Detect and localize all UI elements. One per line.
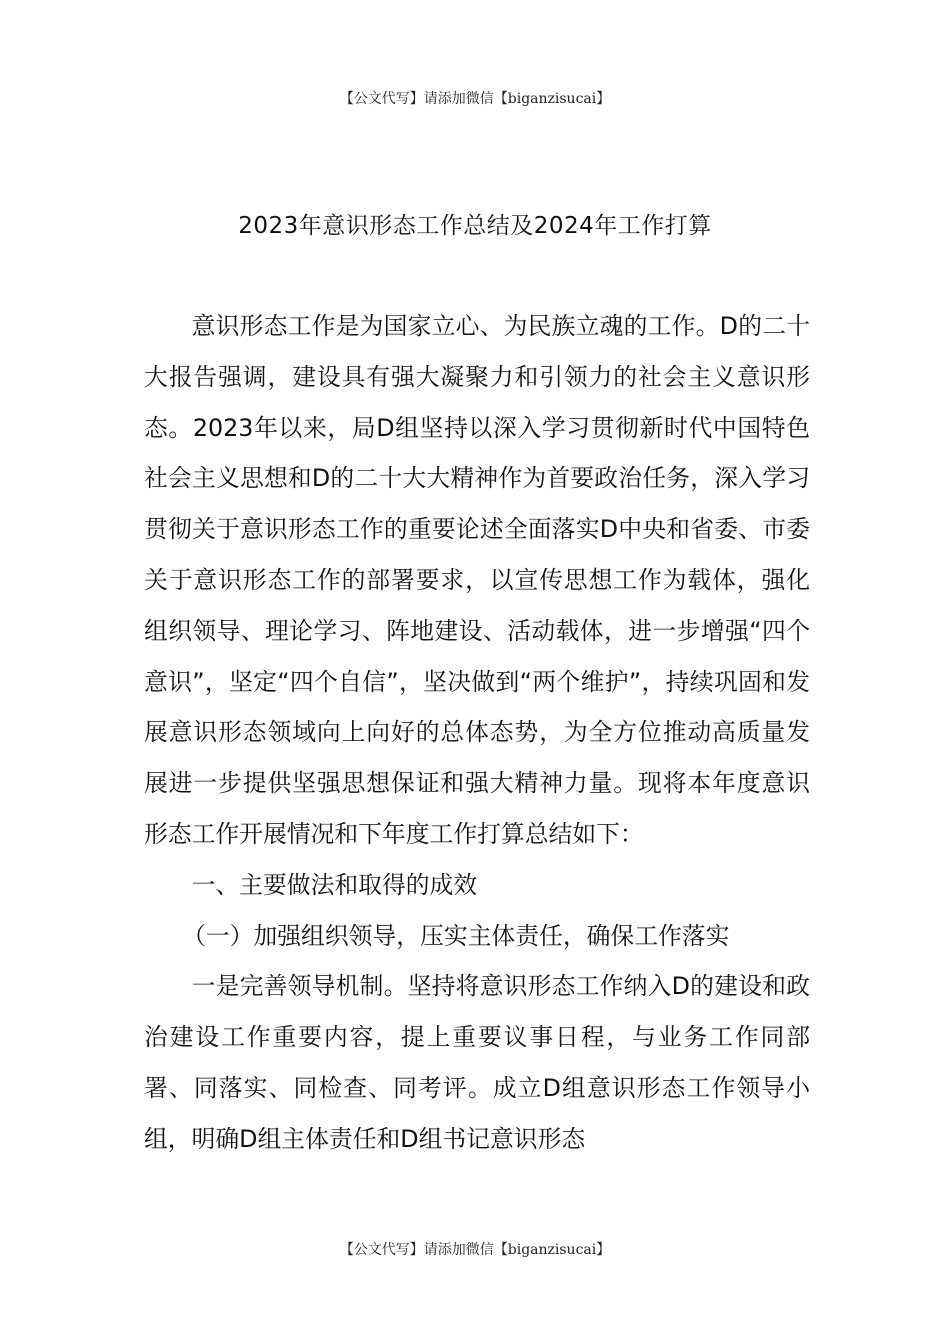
body-paragraph: 一是完善领导机制。坚持将意识形态工作纳入D的建设和政治建设工作重要内容，提上重要议事日程，与业务工作同部署、同落实、同检查、同考评。成立D组意识形态工作领导小组，明确D组主体责任和D组书记意识形态 [144,972,810,1153]
page-footer: 【公文代写】请添加微信【biganzisucai】 [339,1242,611,1258]
document-body [144,301,810,1165]
subsection-heading: （一）加强组织领导，压实主体责任，确保工作落实 [182,921,730,950]
section-heading: 一、主要做法和取得的成效 [191,870,478,899]
document-title: 2023年意识形态工作总结及2024年工作打算 [238,213,712,239]
page-header: 【公文代写】请添加微信【biganzisucai】 [339,91,611,107]
intro-paragraph: 意识形态工作是为国家立心、为民族立魂的工作。D的二十大报告强调，建设具有强大凝聚力和引领力的社会主义意识形态。2023年以来，局D组坚持以深入学习贯彻新时代中国特色社会主义思想和D的二十大大精神作为首要政治任务，深入学习贯彻关于意识形态工作的重要论述全面落实D中央和省委、市委关于意识形态工作的部署要求，以宣传思想工作为载体，强化组织领导、理论学习、阵地建设、活动载体，进一步增强“四个意识”，坚定“四个自信”，坚决做到“两个维护”，持续巩固和发展意识形态领域向上向好的总体态势，为全方位推动高质量发展进一步提供坚强思想保证和强大精神力量。现将本年度意识形态工作开展情况和下年度工作打算总结如下： [144,312,810,848]
